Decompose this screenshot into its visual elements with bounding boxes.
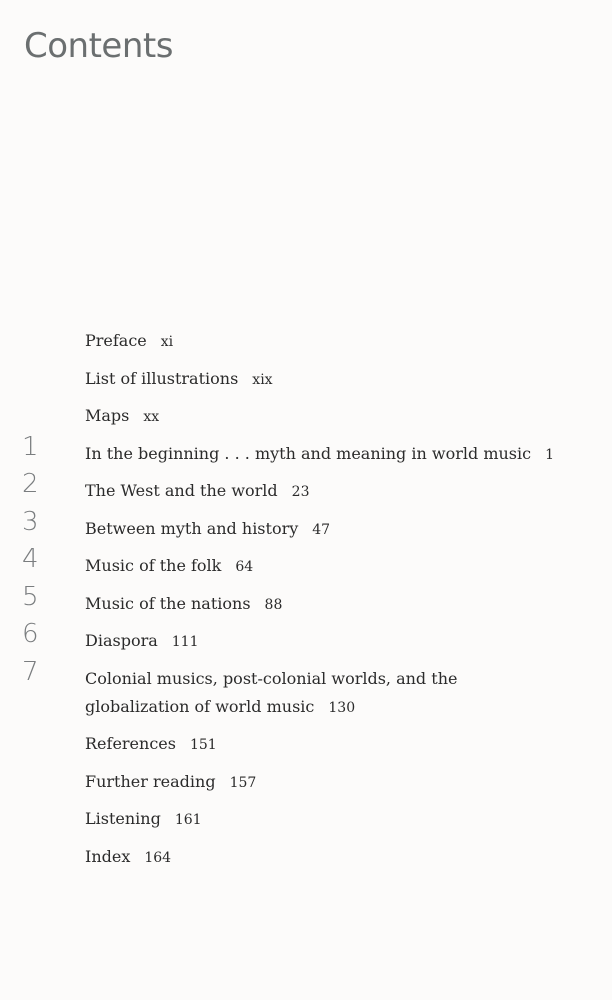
page-number: xix xyxy=(252,372,273,388)
entry-label: The West and the world xyxy=(85,481,278,500)
entry-label: Colonial musics, post-colonial worlds, and the globalization of world music xyxy=(85,669,458,716)
toc-entry-text xyxy=(85,552,565,581)
toc-entry[interactable] xyxy=(0,582,612,620)
toc-entry-text xyxy=(85,627,565,656)
toc-entry[interactable] xyxy=(0,327,612,357)
chapter-number: 1 xyxy=(22,432,39,462)
entry-label: Music of the folk xyxy=(85,556,222,575)
toc-entry-text xyxy=(85,768,565,797)
toc-entry-text xyxy=(85,327,565,356)
chapter-number: 5 xyxy=(22,582,39,612)
entry-label: Further reading xyxy=(85,772,216,791)
entry-label: In the beginning . . . myth and meaning in world music xyxy=(85,444,532,463)
page-number: 1 xyxy=(545,447,554,463)
entry-label: Between myth and history xyxy=(85,519,299,538)
toc-entry[interactable] xyxy=(0,544,612,582)
toc-entry-text xyxy=(85,365,565,394)
page-title: Contents xyxy=(24,26,173,66)
page-number: 157 xyxy=(229,775,257,791)
entry-label: Listening xyxy=(85,809,161,828)
page-number: 130 xyxy=(328,700,356,716)
toc-entry[interactable] xyxy=(0,619,612,657)
toc-entry[interactable] xyxy=(0,805,612,835)
chapter-number: 7 xyxy=(22,657,39,687)
toc-entry-text xyxy=(85,402,565,431)
page-number: 23 xyxy=(291,484,310,500)
toc-entry-text xyxy=(85,515,565,544)
toc-entry-text xyxy=(85,730,565,759)
entry-label: Music of the nations xyxy=(85,594,251,613)
toc-entry-text xyxy=(85,590,565,619)
entry-label: Index xyxy=(85,847,131,866)
page-number: 151 xyxy=(189,737,217,753)
entry-label: List of illustrations xyxy=(85,369,239,388)
toc-entry-text xyxy=(85,665,565,722)
page-number: xi xyxy=(160,334,174,350)
toc-entry[interactable] xyxy=(0,432,612,470)
toc-entry[interactable] xyxy=(0,843,612,873)
page-number: 88 xyxy=(264,597,283,613)
toc-entry[interactable] xyxy=(0,507,612,545)
toc-entry[interactable] xyxy=(0,365,612,395)
page-number: xx xyxy=(143,409,160,425)
toc-entry-text xyxy=(85,477,565,506)
chapter-number: 6 xyxy=(22,619,39,649)
chapter-number: 4 xyxy=(22,544,39,574)
page-number: 111 xyxy=(171,634,199,650)
page-number: 161 xyxy=(174,812,202,828)
toc-entry-text xyxy=(85,440,565,469)
entry-label: References xyxy=(85,734,176,753)
toc-entry[interactable] xyxy=(0,730,612,760)
chapter-number: 3 xyxy=(22,507,39,537)
toc-entry[interactable] xyxy=(0,768,612,798)
entry-label: Preface xyxy=(85,331,147,350)
toc-entry-text xyxy=(85,805,565,834)
toc-entry[interactable] xyxy=(0,402,612,432)
toc-entry[interactable] xyxy=(0,469,612,507)
toc-entry[interactable] xyxy=(0,657,612,716)
toc-entry-text xyxy=(85,843,565,872)
chapter-number: 2 xyxy=(22,469,39,499)
entry-label: Diaspora xyxy=(85,631,158,650)
page-number: 47 xyxy=(312,522,331,538)
page-number: 64 xyxy=(235,559,254,575)
entry-label: Maps xyxy=(85,406,130,425)
page-number: 164 xyxy=(144,850,172,866)
